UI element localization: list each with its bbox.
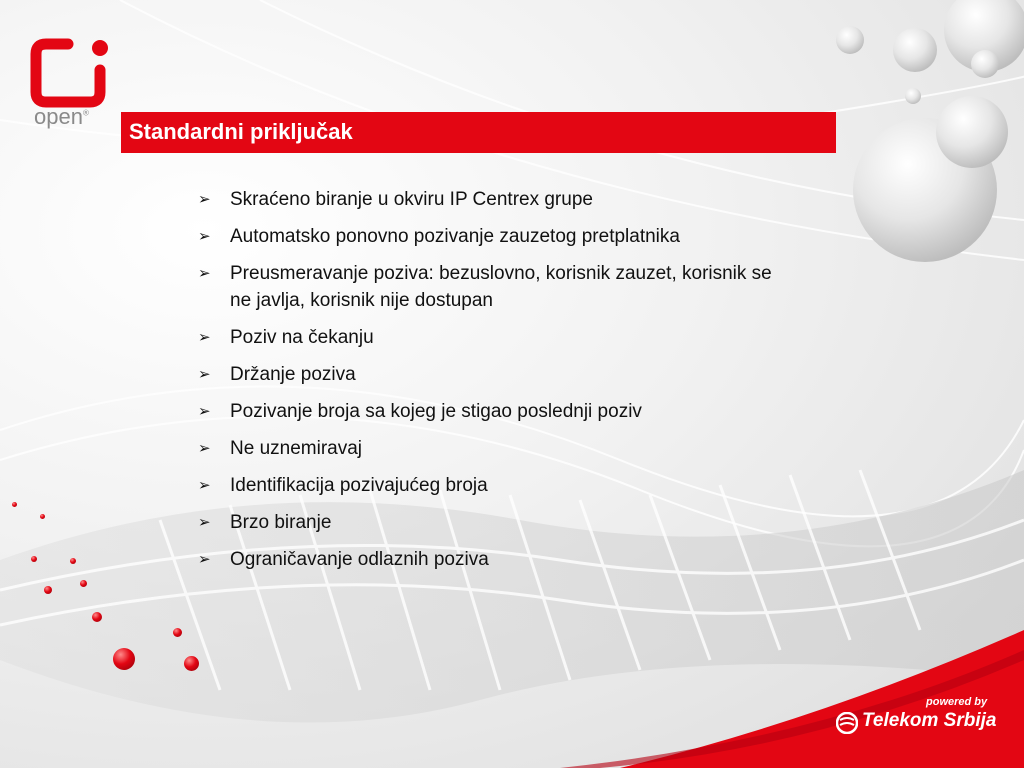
bullet-item (198, 223, 838, 250)
bullet-text: Držanje poziva (230, 364, 356, 385)
bullet-arrow-icon: ➢ (198, 403, 211, 420)
powered-by-text: powered by (926, 696, 988, 708)
bullet-arrow-icon: ➢ (198, 477, 211, 494)
decorative-dot (31, 556, 37, 562)
bullet-arrow-icon: ➢ (198, 514, 211, 531)
telekom-logo-icon (836, 712, 858, 734)
logo-registered-mark: ® (82, 108, 89, 118)
bullet-text: Poziv na čekanju (230, 327, 374, 348)
bullet-text: Preusmeravanje poziva: bezuslovno, korisnik zauzet, korisnik se ne javlja, korisnik nije dostupan (230, 263, 772, 311)
bullet-text: Pozivanje broja sa kojeg je stigao poslednji poziv (230, 401, 642, 422)
bullet-arrow-icon: ➢ (198, 366, 211, 383)
bullet-text: Ne uznemiravaj (230, 438, 362, 459)
bullet-item (198, 472, 838, 499)
bullet-item (198, 546, 838, 573)
decorative-dot (44, 586, 52, 594)
bullet-text: Identifikacija pozivajućeg broja (230, 475, 488, 496)
bullet-arrow-icon: ➢ (198, 440, 211, 457)
bullet-arrow-icon: ➢ (198, 228, 211, 245)
decorative-dot (92, 612, 102, 622)
title-bar (121, 112, 836, 153)
decorative-dot (113, 648, 135, 670)
bullet-item (198, 435, 838, 462)
footer-brand (836, 694, 1006, 742)
bullet-arrow-icon: ➢ (198, 265, 211, 282)
logo-text: open (34, 104, 83, 129)
bullet-text: Ograničavanje odlaznih poziva (230, 549, 489, 570)
bullet-item (198, 509, 838, 536)
decorative-dot (70, 558, 76, 564)
bullet-item (198, 260, 790, 314)
slide-title: Standardni priključak (129, 119, 353, 144)
logo-wordmark (34, 104, 89, 130)
bullet-item (198, 324, 838, 351)
bullet-item (198, 361, 838, 388)
bullet-item (198, 398, 838, 425)
bullet-arrow-icon: ➢ (198, 191, 211, 208)
bullet-arrow-icon: ➢ (198, 329, 211, 346)
bullet-text: Automatsko ponovno pozivanje zauzetog pretplatnika (230, 226, 680, 247)
decorative-dot (184, 656, 199, 671)
bullet-list (198, 186, 838, 583)
brand-name: Telekom Srbija (862, 710, 997, 731)
decorative-dot (173, 628, 182, 637)
bullet-text: Skraćeno biranje u okviru IP Centrex grupe (230, 189, 593, 210)
bullet-item (198, 186, 838, 213)
decorative-dot (40, 514, 45, 519)
bullet-arrow-icon: ➢ (198, 551, 211, 568)
decorative-dot (12, 502, 17, 507)
bullet-text: Brzo biranje (230, 512, 332, 533)
decorative-dot (80, 580, 87, 587)
